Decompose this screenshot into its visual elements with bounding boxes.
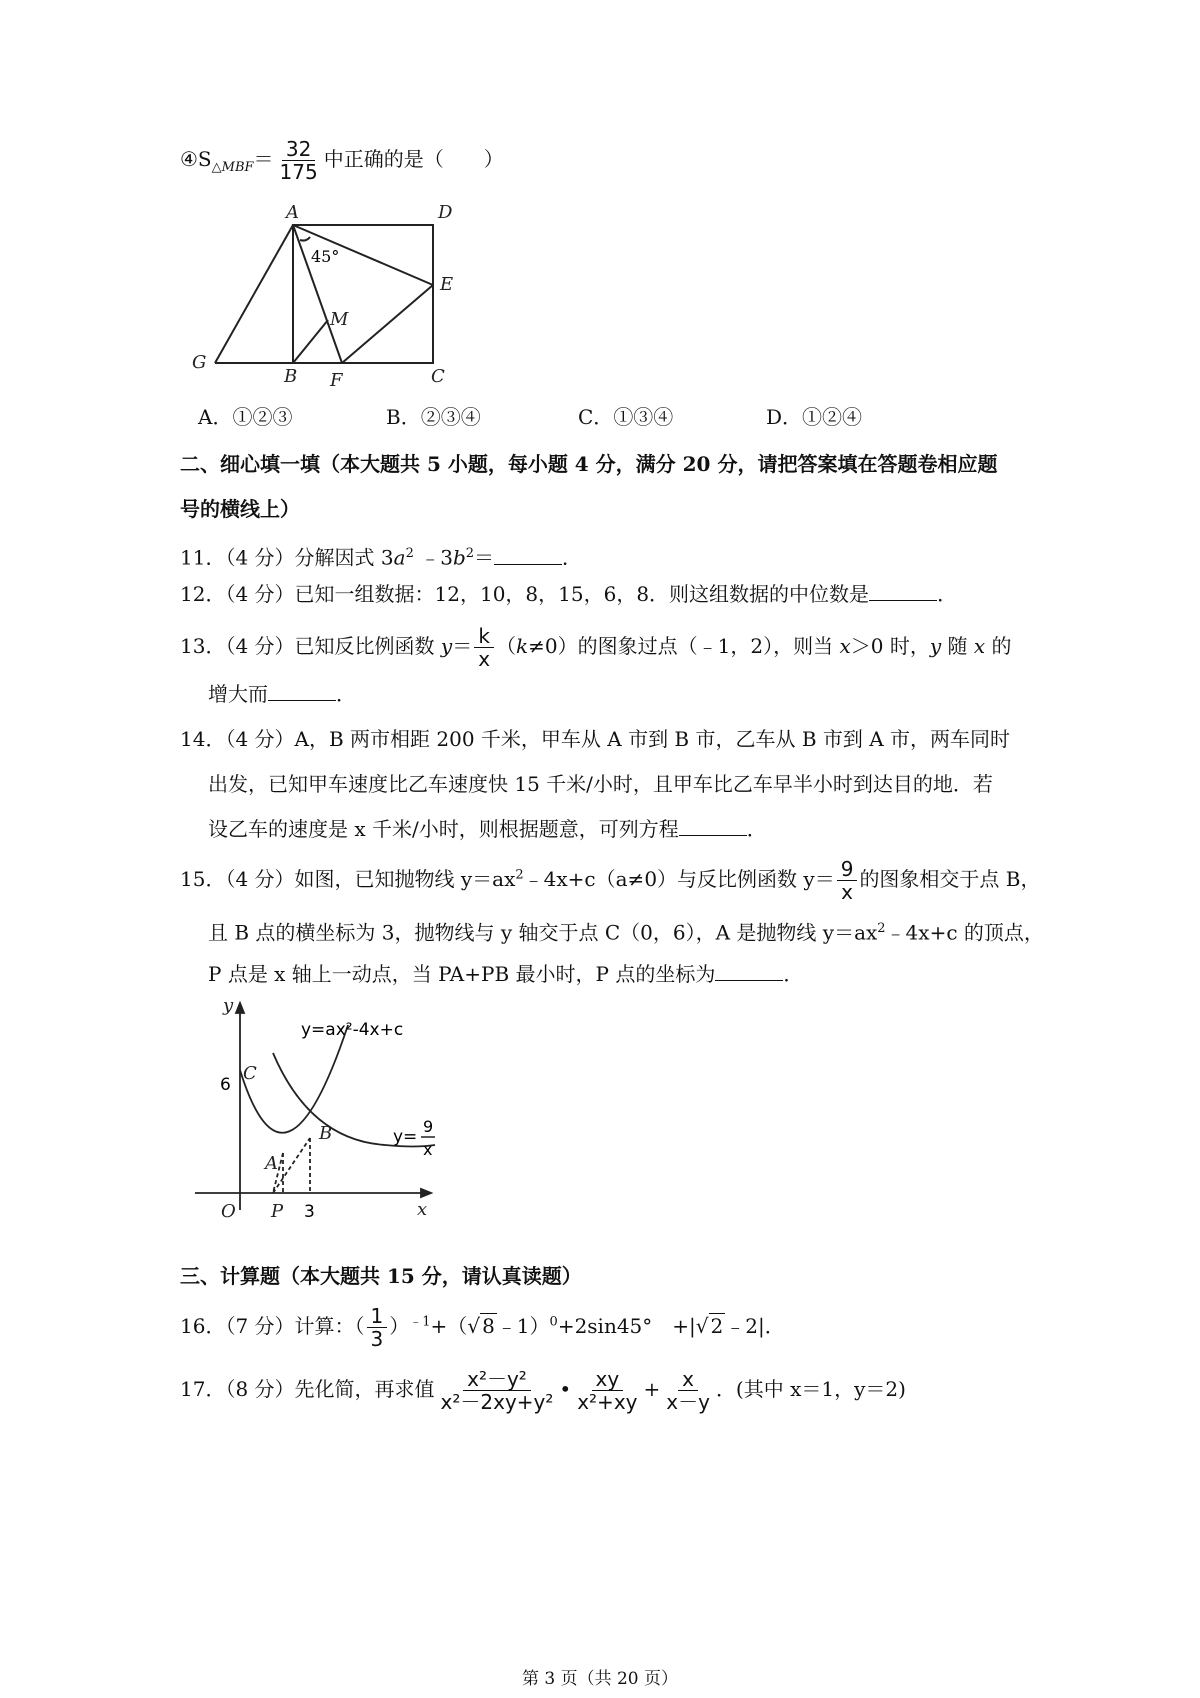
fraction: $\frac{9}{x}$ <box>837 858 858 903</box>
section-2-heading: 二、细心填一填（本大题共 5 小题，每小题 4 分，满分 20 分，请把答案填在答题卷相应题 <box>180 452 998 476</box>
label-B: B <box>284 366 298 387</box>
question-15: 15．（4 分）如图，已知抛物线 $y=ax^2﹣4x+c(a\ne 0)$与反比例函数 y＝ $\frac{9}{x}$ 的图象相交于点 B， <box>180 857 1041 904</box>
question-12: 12．（4 分）已知一组数据：12，10，8，15，6，8．则这组数据的中位数是 ． <box>180 582 958 606</box>
answer-blank[interactable] <box>869 582 937 601</box>
question-10-tail: $④S_{\triangle MBF}=$ $\frac{32}{175}$ 中正确的是（ ） <box>180 137 504 184</box>
label-A: A <box>265 1153 278 1174</box>
question-13: 13．（4 分）已知反比例函数 y＝ $\frac{k}{x}$ （k≠0）的图象过点（﹣1，2），则当 x＞0 时，y 随 x 的 <box>180 624 1012 671</box>
hyperbola-label-y: y= <box>393 1127 418 1147</box>
question-15-line2: 且 B 点的横坐标为 3，抛物线与 y 轴交于点 C（0，6），A 是抛物线 $y=ax^2﹣4x+c$ 的顶点， <box>208 920 1044 945</box>
section-3-heading: 三、计算题（本大题共 15 分，请认真读题） <box>180 1264 582 1288</box>
question-14: 14．（4 分）A，B 两市相距 200 千米，甲车从 A 市到 B 市，乙车从 B 市到 A 市，两车同时 <box>180 727 1011 751</box>
answer-blank[interactable] <box>679 817 747 836</box>
label-C: C <box>431 366 445 387</box>
parabola-hyperbola-figure <box>185 995 455 1240</box>
axis-label-y: y <box>223 995 234 1016</box>
answer-blank[interactable] <box>494 546 562 565</box>
question-15-line3: P 点是 x 轴上一动点，当 PA+PB 最小时，P 点的坐标为 ． <box>208 962 804 986</box>
fraction: $\frac{x}{x-y}$ <box>666 1367 710 1414</box>
angle-label: 45° <box>311 247 340 266</box>
axis-label-x: x <box>417 1199 428 1220</box>
label-F: F <box>330 370 343 390</box>
answer-blank[interactable] <box>715 962 783 981</box>
question-14-line2: 出发，已知甲车速度比乙车速度快 15 千米/小时，且甲车比乙车早半小时到达目的地．若 <box>208 772 993 796</box>
label-P: P <box>271 1201 284 1222</box>
option-d: D．①②④ <box>766 405 863 429</box>
label-A: A <box>286 202 299 223</box>
hyperbola-num: 9 <box>423 1117 434 1136</box>
label-M: M <box>330 309 349 330</box>
label-E: E <box>440 274 454 295</box>
tick-label-3: 3 <box>304 1202 315 1222</box>
question-17: 17．（8 分）先化简，再求值 $\frac{\text{x²－y²}}{\text{x²－2xy+y²}}$ • $\frac{xy}{\text{x²+xy}}$ + $\frac{x}{x-y}$ ．(其中 x＝1，y＝2) <box>180 1367 906 1414</box>
option-c: C．①③④ <box>578 405 674 429</box>
question-11: 11．（4 分）分解因式 $3a^2$ $﹣3b^2=$ ． <box>180 545 583 570</box>
origin-label: O <box>221 1201 236 1222</box>
fraction: $\frac{1}{3}$ <box>367 1305 388 1350</box>
fraction: $\frac{\text{x²－y²}}{\text{x²－2xy+y²}}$ <box>440 1367 554 1414</box>
parabola-equation: y=ax²-4x+c <box>301 1020 404 1040</box>
label-C: C <box>243 1063 257 1084</box>
label-D: D <box>438 202 453 223</box>
option-b: B．②③④ <box>386 405 481 429</box>
fraction: $\frac{k}{x}$ <box>474 625 494 670</box>
question-16: 16．（7 分）计算：（ $\frac{1}{3}$ ）$^{﹣1}$+（√ 8 ﹣1）$^0$+2sin45° +|√ 2 ﹣2|． <box>180 1304 785 1351</box>
section-2-heading-cont: 号的横线上） <box>180 497 300 521</box>
question-13-cont: 增大而 ． <box>208 682 356 706</box>
option-a: A．①②③ <box>198 405 293 429</box>
answer-blank[interactable] <box>268 682 336 701</box>
tick-label-6: 6 <box>220 1075 231 1095</box>
hyperbola-den: x <box>423 1140 433 1159</box>
label-B: B <box>319 1123 333 1144</box>
question-14-line3: 设乙车的速度是 x 千米/小时，则根据题意，可列方程 ． <box>208 817 767 841</box>
fraction: $\frac{xy}{\text{x²+xy}}$ <box>577 1367 638 1414</box>
fraction: $\frac{32}{175}$ <box>279 137 318 184</box>
geometry-figure <box>180 190 480 390</box>
page-footer: 第 3 页（共 20 页） <box>521 1669 679 1689</box>
label-G: G <box>192 352 207 373</box>
